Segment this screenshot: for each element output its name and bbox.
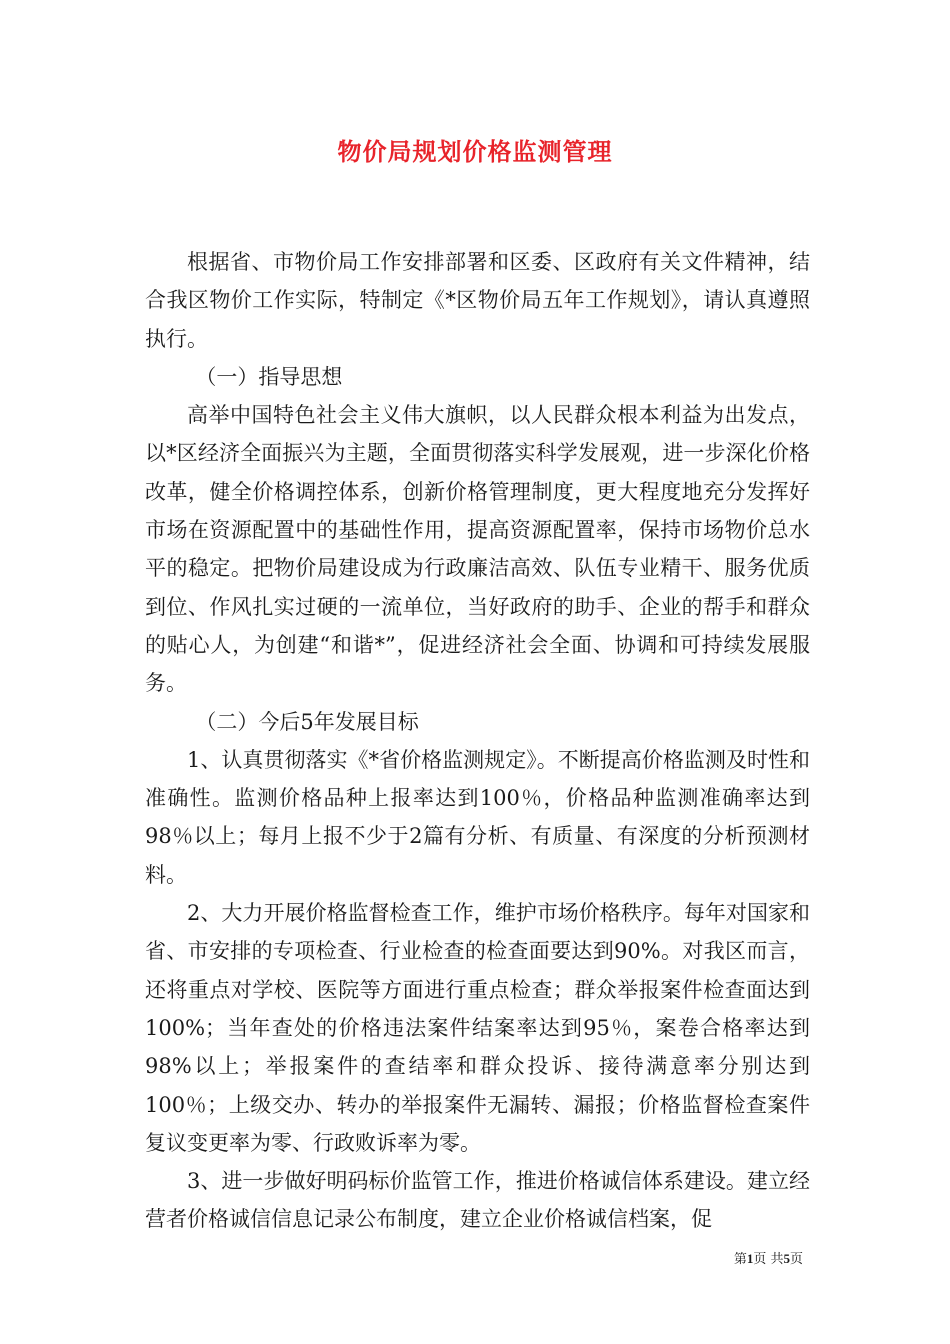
intro-paragraph: 根据省、市物价局工作安排部署和区委、区政府有关文件精神，结合我区物价工作实际，特制定《*区物价局五年工作规划》，请认真遵照执行。 bbox=[145, 250, 810, 351]
section-heading-guiding-ideology: （一）指导思想 bbox=[195, 364, 343, 389]
footer-prefix: 第 bbox=[733, 1252, 747, 1267]
goal-item-1: 1、认真贯彻落实《*省价格监测规定》。不断提高价格监测及时性和准确性。监测价格品种上报率达到100％，价格品种监测准确率达到98％以上；每月上报不少于2篇有分析、有质量、有深度的分析预测材料。 bbox=[145, 747, 810, 887]
total-page-number: 5 bbox=[783, 1251, 790, 1266]
document-title: 物价局规划价格监测管理 bbox=[337, 137, 613, 166]
footer-middle: 页 共 bbox=[753, 1252, 784, 1267]
section-heading-five-year-goals: （二）今后5年发展目标 bbox=[195, 709, 419, 734]
current-page-number: 1 bbox=[746, 1251, 754, 1266]
guiding-ideology-paragraph: 高举中国特色社会主义伟大旗帜，以人民群众根本利益为出发点，以*区经济全面振兴为主题，全面贯彻落实科学发展观，进一步深化价格改革，健全价格调控体系，创新价格管理制度，更大程度地充分发挥好市场在资源配置中的基础性作用，提高资源配置率，保持市场物价总水平的稳定。把物价局建设成为行政廉洁高效、队伍专业精干、服务优质到位、作风扎实过硬的一流单位，当好政府的助手、企业的帮手和群众的贴心人，为创建“和谐*”，促进经济社会全面、协调和可持续发展服务。 bbox=[145, 403, 810, 696]
goal-item-3: 3、进一步做好明码标价监管工作，推进价格诚信体系建设。建立经营者价格诚信信息记录公布制度，建立企业价格诚信档案，促 bbox=[145, 1169, 810, 1232]
page-footer bbox=[734, 1248, 803, 1267]
document-body bbox=[145, 243, 810, 1239]
footer-suffix: 页 bbox=[789, 1252, 803, 1267]
goal-item-2: 2、大力开展价格监督检查工作，维护市场价格秩序。每年对国家和省、市安排的专项检查、行业检查的检查面要达到90%。对我区而言，还将重点对学校、医院等方面进行重点检查；群众举报案件检查面达到100%；当年查处的价格违法案件结案率达到95％，案卷合格率达到98%以上；举报案件的查结率和群众投诉、接待满意率分别达到100％；上级交办、转办的举报案件无漏转、漏报；价格监督检查案件复议变更率为零、行政败诉率为零。 bbox=[145, 901, 810, 1155]
